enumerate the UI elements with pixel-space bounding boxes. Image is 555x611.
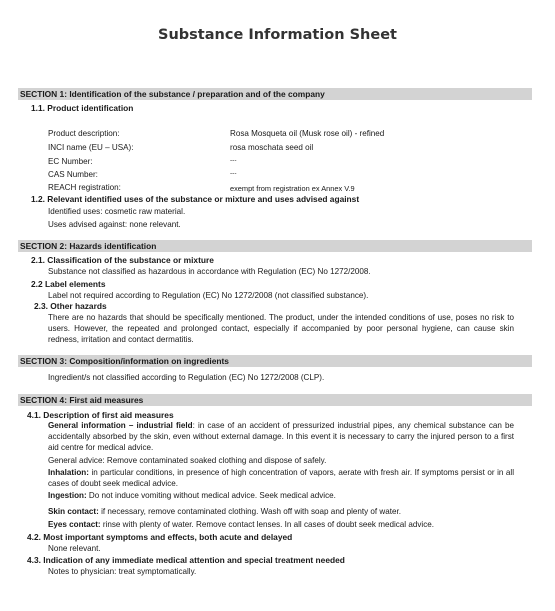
document-title: Substance Information Sheet xyxy=(158,27,397,43)
eye-contact-text xyxy=(48,520,434,529)
inhalation-body: in particular conditions, in presence of high concentration of vapors, aerate with fresh air. If symptoms persist or in all cases of doubt seek medical advice. xyxy=(48,468,514,489)
subsection-1-2-heading: 1.2. Relevant identified uses of the substance or mixture and uses advised against xyxy=(31,194,360,204)
subsection-2-3-heading: 2.3. Other hazards xyxy=(34,301,107,311)
general-information-text: : in case of an accident of pressurized industrial pipes, any chemical substance can be accidentally absorbed by the skin, even without external damage. In this event it is necessary to carry the injured person to a first aid centre for medical advice. xyxy=(48,421,514,453)
general-information-label: General information – industrial field xyxy=(48,421,193,430)
field-value: Rosa Mosqueta oil (Musk rose oil) - refined xyxy=(230,129,385,138)
identified-uses: Identified uses: cosmetic raw material. xyxy=(48,207,186,216)
subsection-1-1-heading: 1.1. Product identification xyxy=(31,103,134,113)
skin-contact-body: if necessary, remove contaminated clothing. Wash off with soap and plenty of water. xyxy=(98,507,402,516)
section-2-header: SECTION 2: Hazards identification xyxy=(18,240,532,252)
label-elements-text: Label not required according to Regulation (EC) No 1272/2008 (not classified substance). xyxy=(48,291,369,300)
field-label: CAS Number: xyxy=(48,170,98,179)
uses-advised-against: Uses advised against: none relevant. xyxy=(48,220,181,229)
section-4-header: SECTION 4: First aid measures xyxy=(18,394,532,406)
other-hazards-text: There are no hazards that should be specifically mentioned. The product, under the intended conditions of use, poses no risk to users. However, the repeated and prolonged contact, especially if accompanied by poor personal hygiene, can cause skin redness, irritation and contact dermatitis. xyxy=(48,313,514,345)
general-information-industrial xyxy=(48,420,514,454)
notes-to-physician: Notes to physician: treat symptomatically. xyxy=(48,567,197,576)
section-1-header: SECTION 1: Identification of the substance / preparation and of the company xyxy=(18,88,532,100)
eye-contact-label: Eyes contact: xyxy=(48,520,101,529)
field-label: Product description: xyxy=(48,129,120,138)
classification-text: Substance not classified as hazardous in accordance with Regulation (EC) No 1272/2008. xyxy=(48,267,371,276)
field-value: --- xyxy=(230,170,237,177)
eye-contact-body: rinse with plenty of water. Remove contact lenses. In all cases of doubt seek medical advice. xyxy=(100,520,435,529)
inhalation-label: Inhalation: xyxy=(48,468,89,477)
ingestion-label: Ingestion: xyxy=(48,491,87,500)
field-label: EC Number: xyxy=(48,157,93,166)
inhalation-text xyxy=(48,467,514,489)
field-value: exempt from registration ex Annex V.9 xyxy=(230,184,355,193)
subsection-2-2-heading: 2.2 Label elements xyxy=(31,279,106,289)
subsection-4-3-heading: 4.3. Indication of any immediate medical attention and special treatment needed xyxy=(27,555,345,565)
field-label: REACH registration: xyxy=(48,183,121,192)
field-label: INCI name (EU – USA): xyxy=(48,143,134,152)
section-3-header: SECTION 3: Composition/information on ingredients xyxy=(18,355,532,367)
subsection-4-1-heading: 4.1. Description of first aid measures xyxy=(27,410,174,420)
ingestion-body: Do not induce vomiting without medical advice. Seek medical advice. xyxy=(86,491,336,500)
subsection-2-1-heading: 2.1. Classification of the substance or mixture xyxy=(31,255,214,265)
skin-contact-label: Skin contact: xyxy=(48,507,99,516)
subsection-4-2-heading: 4.2. Most important symptoms and effects, both acute and delayed xyxy=(27,532,293,542)
symptoms-text: None relevant. xyxy=(48,544,101,553)
general-advice: General advice: Remove contaminated soaked clothing and dispose of safely. xyxy=(48,456,327,465)
skin-contact-text xyxy=(48,507,401,516)
ingestion-text xyxy=(48,491,336,500)
composition-text: Ingredient/s not classified according to Regulation (EC) No 1272/2008 (CLP). xyxy=(48,373,325,382)
field-value: rosa moschata seed oil xyxy=(230,143,314,152)
field-value: --- xyxy=(230,157,237,164)
